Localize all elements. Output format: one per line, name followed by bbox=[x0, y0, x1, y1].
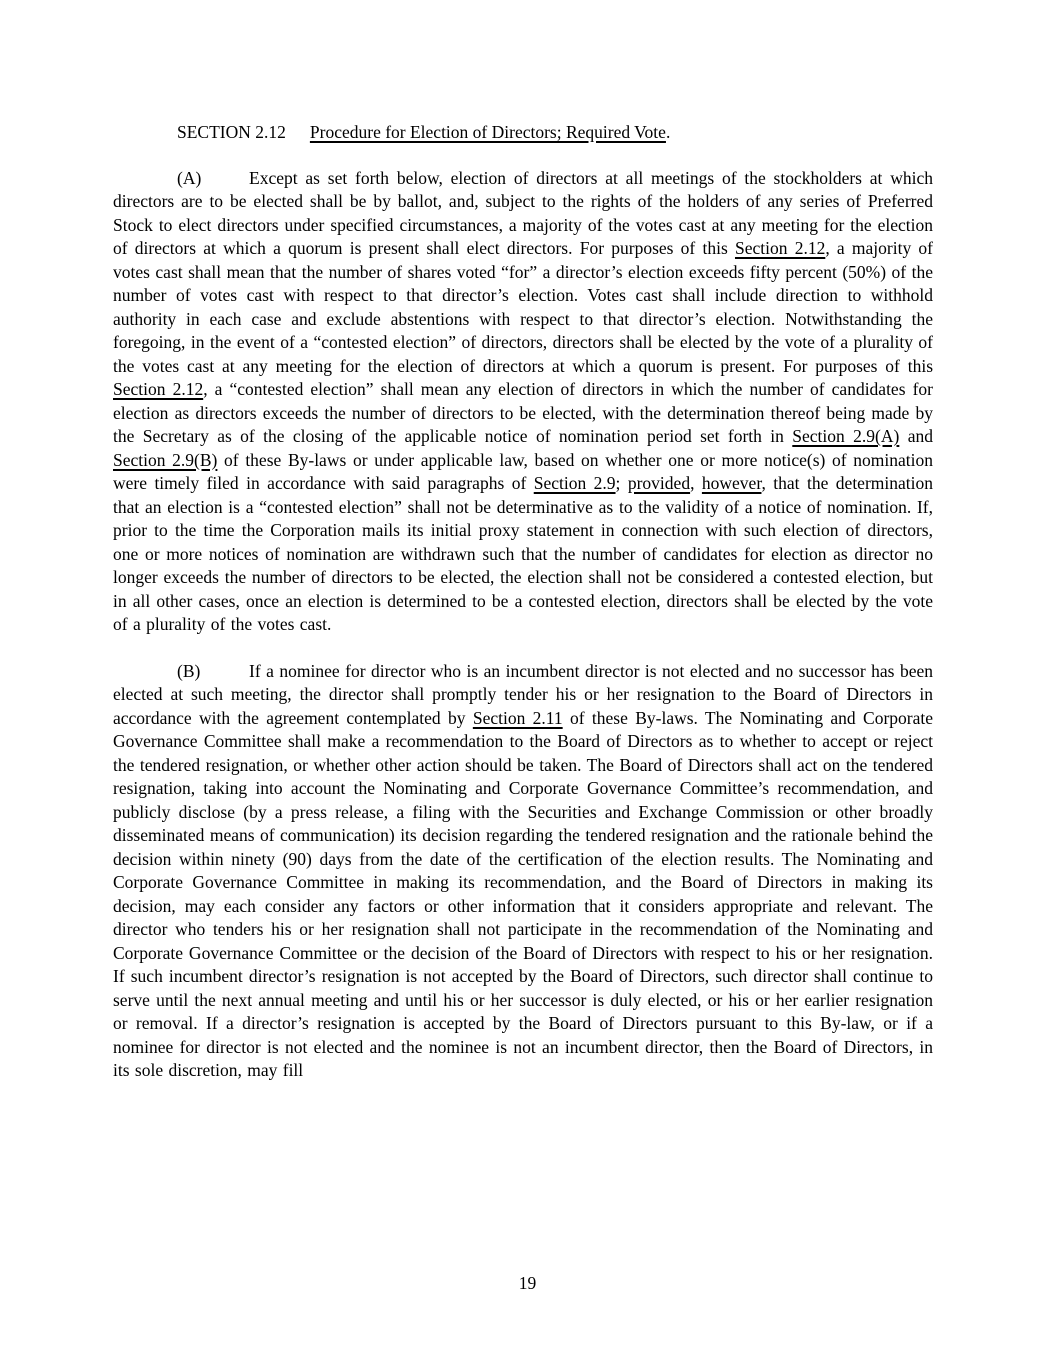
page-number: 19 bbox=[518, 1273, 537, 1293]
section-heading bbox=[113, 121, 933, 145]
cross-reference: however bbox=[701, 473, 762, 493]
text-run: ; bbox=[615, 473, 628, 493]
text-run: If a nominee for director who is an incumbent director is not elected and no successor has been elected at such meeting, the director shall promptly tender his or her resignation to the Board of Directors in accordance with the agreement contemplated by bbox=[113, 660, 933, 728]
paragraph-a-text bbox=[113, 168, 933, 635]
section-title-period: . bbox=[665, 122, 671, 142]
page-footer bbox=[0, 1272, 1055, 1296]
paragraph-a-marker: (A) bbox=[177, 167, 202, 188]
section-title: Procedure for Election of Directors; Required Vote bbox=[309, 122, 666, 142]
text-run: of these By-laws. The Nominating and Corporate Governance Committee shall make a recommendation to the Board of Directors as to whether to accept or reject the tendered resignation, or whether other action should be taken. The Board of Directors shall act on the tendered resignation, taking into account the Nominating and Corporate Governance Committee’s recommendation, and publicly disclose (by a press release, a filing with the Securities and Exchange Commission or other broadly disseminated means of communication) its decision regarding the tendered resignation and the rationale behind the decision within ninety (90) days from the date of the certification of the election results. The Nominating and Corporate Governance Committee in making its recommendation, and the Board of Directors in making its decision, may each consider any factors or other information that it considers appropriate and relevant. The director who tenders his or her resignation shall not participate in the recommendation of the Nominating and Corporate Governance Committee or the decision of the Board of Directors with respect to his or her resignation. If such incumbent director’s resignation is not accepted by the Board of Directors, such director shall continue to serve until the next annual meeting and until his or her successor is duly elected, or his or her earlier resignation or removal. If a director’s resignation is accepted by the Board of Directors pursuant to this By-law, or if a nominee for director is not elected and the nominee is not an incumbent director, then the Board of Directors, in its sole discretion, may fill bbox=[113, 707, 933, 1080]
text-run: , a “contested election” shall mean any election of directors in which the number of candidates for election as directors exceeds the number of directors to be elected, with the determination thereof being made by the Secretary as of the closing of the applicable notice of nomination period set forth in bbox=[113, 379, 933, 446]
cross-reference: Section 2.12 bbox=[113, 379, 204, 399]
text-run: of these By-laws or under applicable law, based on whether one or more notice(s) of nomination were timely filed in accordance with said paragraphs of bbox=[113, 449, 933, 493]
text-run: , bbox=[690, 473, 702, 493]
text-run: Except as set forth below, election of directors at all meetings of the stockholders at which directors are to be elected shall be by ballot, and, subject to the rights of the holders of any series of Preferred Stock to elect directors under specified circumstances, a majority of the votes cast at any meeting for the election of directors at which a quorum is present shall elect directors. For purposes of this bbox=[113, 167, 933, 258]
section-number: SECTION 2.12 bbox=[177, 122, 286, 142]
paragraph-b-marker: (B) bbox=[177, 660, 201, 681]
cross-reference: provided bbox=[627, 473, 691, 493]
paragraph-b-text bbox=[113, 661, 933, 1081]
text-run: and bbox=[899, 426, 933, 446]
cross-reference: Section 2.12 bbox=[734, 238, 826, 258]
cross-reference: Section 2.9 bbox=[533, 473, 616, 493]
text-run: , a majority of votes cast shall mean that the number of shares voted “for” a director’s election exceeds fifty percent (50%) of the number of votes cast with respect to that director’s election. Votes cast shall include direction to withhold authority in each case and exclude abstentions with respect to that director’s election. Notwithstanding the foregoing, in the event of a “contested election” of directors, directors shall be elected by the vote of a plurality of the votes cast at any meeting for the election of directors at which a quorum is present. For purposes of this bbox=[113, 238, 934, 376]
paragraph-b bbox=[113, 660, 933, 1083]
paragraph-a bbox=[113, 167, 933, 637]
text-run: , that the determination that an election is a “contested election” shall not be determinative as to the validity of a notice of nomination. If, prior to the time the Corporation mails its initial proxy statement in connection with such election of directors, one or more notices of nomination are withdrawn such that the number of candidates for election as director no longer exceeds the number of directors to be elected, the election shall not be considered a contested election, but in all other cases, once an election is determined to be a contested election, directors shall be elected by the vote of a plurality of the votes cast. bbox=[113, 473, 933, 634]
cross-reference: Section 2.9(A) bbox=[792, 426, 900, 446]
cross-reference: Section 2.11 bbox=[472, 707, 563, 728]
cross-reference: Section 2.9(B) bbox=[113, 449, 218, 470]
